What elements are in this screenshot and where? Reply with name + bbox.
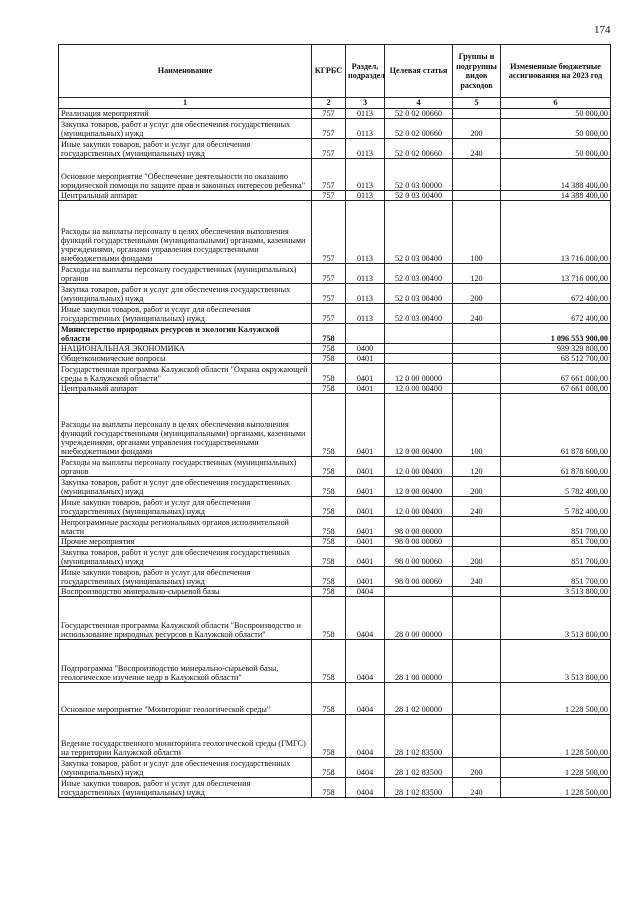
row-name-cell: Основное мероприятие "Мониторинг геологической среды" <box>59 682 312 714</box>
row-name-cell: Реализация мероприятий <box>59 108 312 118</box>
row-target-cell: 98 0 00 00060 <box>385 566 453 586</box>
row-group-cell <box>453 383 501 393</box>
row-target-cell: 28 1 02 83500 <box>385 777 453 797</box>
table-row <box>59 516 611 536</box>
row-amount-cell: 67 661 000,00 <box>501 383 611 393</box>
row-group-cell <box>453 536 501 546</box>
row-group-cell: 200 <box>453 118 501 138</box>
row-target-cell: 12 0 00 00400 <box>385 393 453 456</box>
row-target-cell <box>385 353 453 363</box>
row-name-cell: Непрограммные расходы региональных органов исполнительной власти <box>59 516 312 536</box>
row-target-cell: 52 0 02 00660 <box>385 108 453 118</box>
header-kgrbs: КГРБС <box>312 45 346 98</box>
header-section: Раздел, подраздел <box>346 45 385 98</box>
column-number: 5 <box>453 98 501 109</box>
row-target-cell <box>385 586 453 596</box>
row-kgrbs-cell: 758 <box>312 496 346 516</box>
table-row <box>59 596 611 639</box>
row-section-cell: 0404 <box>346 714 385 757</box>
row-target-cell: 52 0 02 00660 <box>385 138 453 158</box>
header-amount: Измененные бюджетные ассигнования на 2023 год <box>501 45 611 98</box>
row-section-cell: 0404 <box>346 777 385 797</box>
row-kgrbs-cell: 758 <box>312 682 346 714</box>
row-section-cell: 0404 <box>346 639 385 682</box>
row-amount-cell: 939 329 800,00 <box>501 343 611 353</box>
table-row <box>59 353 611 363</box>
row-group-cell <box>453 363 501 383</box>
row-section-cell: 0401 <box>346 496 385 516</box>
row-section-cell: 0113 <box>346 200 385 263</box>
row-group-cell: 120 <box>453 456 501 476</box>
row-group-cell: 100 <box>453 200 501 263</box>
row-name-cell: Закупка товаров, работ и услуг для обеспечения государственных (муниципальных) нужд <box>59 476 312 496</box>
row-kgrbs-cell: 758 <box>312 536 346 546</box>
row-name-cell: Закупка товаров, работ и услуг для обеспечения государственных (муниципальных) нужд <box>59 283 312 303</box>
row-kgrbs-cell: 758 <box>312 383 346 393</box>
row-section-cell: 0401 <box>346 516 385 536</box>
page-number: 174 <box>594 24 611 36</box>
table-row <box>59 456 611 476</box>
table-row <box>59 546 611 566</box>
row-section-cell: 0401 <box>346 393 385 456</box>
row-name-cell: НАЦИОНАЛЬНАЯ ЭКОНОМИКА <box>59 343 312 353</box>
table-row <box>59 476 611 496</box>
table-row <box>59 283 611 303</box>
row-target-cell: 28 1 02 00000 <box>385 682 453 714</box>
row-kgrbs-cell: 758 <box>312 363 346 383</box>
row-group-cell <box>453 516 501 536</box>
row-target-cell: 98 0 00 00000 <box>385 516 453 536</box>
row-amount-cell: 1 228 500,00 <box>501 714 611 757</box>
row-name-cell: Государственная программа Калужской области "Охрана окружающей среды в Калужской области" <box>59 363 312 383</box>
row-amount-cell: 1 228 500,00 <box>501 777 611 797</box>
row-amount-cell: 5 782 400,00 <box>501 476 611 496</box>
row-target-cell <box>385 323 453 343</box>
row-kgrbs-cell: 757 <box>312 190 346 200</box>
row-name-cell: Закупка товаров, работ и услуг для обеспечения государственных (муниципальных) нужд <box>59 546 312 566</box>
row-group-cell <box>453 190 501 200</box>
row-section-cell: 0401 <box>346 536 385 546</box>
row-group-cell: 200 <box>453 757 501 777</box>
row-name-cell: Расходы на выплаты персоналу в целях обеспечения выполнения функций государственными (муниципальными) органами, казенными учреждениями, органами управления государственными внебюджетными фондами <box>59 200 312 263</box>
column-number: 1 <box>59 98 312 109</box>
table-row <box>59 158 611 190</box>
row-section-cell <box>346 323 385 343</box>
row-kgrbs-cell: 758 <box>312 596 346 639</box>
row-group-cell: 200 <box>453 283 501 303</box>
row-group-cell <box>453 353 501 363</box>
row-amount-cell: 1 228 500,00 <box>501 682 611 714</box>
row-amount-cell: 851 700,00 <box>501 566 611 586</box>
row-target-cell: 52 0 03 00400 <box>385 303 453 323</box>
table-row <box>59 190 611 200</box>
table-row <box>59 263 611 283</box>
row-target-cell: 28 1 00 00000 <box>385 639 453 682</box>
row-name-cell: Министерство природных ресурсов и экологии Калужской области <box>59 323 312 343</box>
table-row <box>59 343 611 353</box>
row-group-cell: 100 <box>453 393 501 456</box>
table-row <box>59 118 611 138</box>
row-amount-cell: 3 513 800,00 <box>501 586 611 596</box>
row-section-cell: 0113 <box>346 158 385 190</box>
row-kgrbs-cell: 758 <box>312 714 346 757</box>
header-target: Целевая статья <box>385 45 453 98</box>
row-amount-cell: 672 400,00 <box>501 303 611 323</box>
row-kgrbs-cell: 758 <box>312 353 346 363</box>
row-kgrbs-cell: 757 <box>312 263 346 283</box>
row-kgrbs-cell: 758 <box>312 757 346 777</box>
row-kgrbs-cell: 757 <box>312 200 346 263</box>
row-section-cell: 0401 <box>346 363 385 383</box>
table-row <box>59 714 611 757</box>
row-name-cell: Расходы на выплаты персоналу государственных (муниципальных) органов <box>59 456 312 476</box>
table-row <box>59 108 611 118</box>
row-name-cell: Иные закупки товаров, работ и услуг для обеспечения государственных (муниципальных) нужд <box>59 566 312 586</box>
table-row <box>59 323 611 343</box>
row-target-cell: 52 0 02 00660 <box>385 118 453 138</box>
row-kgrbs-cell: 758 <box>312 586 346 596</box>
row-name-cell: Подпрограмма "Воспроизводство минерально-сырьевой базы, геологическое изучение недр в Калужской области" <box>59 639 312 682</box>
row-kgrbs-cell: 758 <box>312 476 346 496</box>
row-name-cell: Расходы на выплаты персоналу государственных (муниципальных) органов <box>59 263 312 283</box>
row-name-cell: Основное мероприятие "Обеспечение деятельности по оказанию юридической помощи по защите прав и законных интересов ребенка" <box>59 158 312 190</box>
table-row <box>59 757 611 777</box>
table-row <box>59 138 611 158</box>
row-section-cell: 0401 <box>346 383 385 393</box>
row-kgrbs-cell: 757 <box>312 158 346 190</box>
row-amount-cell: 1 228 500,00 <box>501 757 611 777</box>
row-target-cell: 52 0 03 00400 <box>385 200 453 263</box>
row-name-cell: Иные закупки товаров, работ и услуг для обеспечения государственных (муниципальных) нужд <box>59 496 312 516</box>
row-section-cell: 0113 <box>346 190 385 200</box>
column-number: 4 <box>385 98 453 109</box>
row-amount-cell: 13 716 000,00 <box>501 200 611 263</box>
row-target-cell: 12 0 00 00400 <box>385 476 453 496</box>
row-kgrbs-cell: 758 <box>312 516 346 536</box>
table-row <box>59 393 611 456</box>
table-row <box>59 586 611 596</box>
row-kgrbs-cell: 758 <box>312 546 346 566</box>
row-section-cell: 0404 <box>346 757 385 777</box>
row-target-cell: 12 0 00 00000 <box>385 363 453 383</box>
row-group-cell <box>453 714 501 757</box>
row-target-cell: 52 0 03 00000 <box>385 158 453 190</box>
row-group-cell: 240 <box>453 566 501 586</box>
header-groups: Группы и подгруппы видов расходов <box>453 45 501 98</box>
row-section-cell: 0404 <box>346 596 385 639</box>
row-group-cell <box>453 108 501 118</box>
row-kgrbs-cell: 758 <box>312 639 346 682</box>
row-section-cell: 0401 <box>346 566 385 586</box>
row-section-cell: 0401 <box>346 476 385 496</box>
row-kgrbs-cell: 757 <box>312 138 346 158</box>
row-amount-cell: 851 700,00 <box>501 536 611 546</box>
row-name-cell: Иные закупки товаров, работ и услуг для обеспечения государственных (муниципальных) нужд <box>59 138 312 158</box>
row-amount-cell: 5 782 400,00 <box>501 496 611 516</box>
row-kgrbs-cell: 758 <box>312 343 346 353</box>
row-amount-cell: 3 513 800,00 <box>501 639 611 682</box>
row-section-cell: 0400 <box>346 343 385 353</box>
table-row <box>59 200 611 263</box>
row-name-cell: Иные закупки товаров, работ и услуг для обеспечения государственных (муниципальных) нужд <box>59 303 312 323</box>
table-row <box>59 383 611 393</box>
row-name-cell: Центральный аппарат <box>59 383 312 393</box>
row-group-cell: 240 <box>453 496 501 516</box>
row-group-cell <box>453 586 501 596</box>
row-section-cell: 0113 <box>346 263 385 283</box>
budget-table <box>58 44 611 798</box>
row-section-cell: 0113 <box>346 283 385 303</box>
row-name-cell: Общеэкономические вопросы <box>59 353 312 363</box>
row-target-cell: 98 0 00 00060 <box>385 536 453 546</box>
row-group-cell <box>453 682 501 714</box>
row-amount-cell: 851 700,00 <box>501 546 611 566</box>
row-amount-cell: 50 000,00 <box>501 138 611 158</box>
row-amount-cell: 13 716 000,00 <box>501 263 611 283</box>
row-group-cell: 200 <box>453 546 501 566</box>
row-name-cell: Расходы на выплаты персоналу в целях обеспечения выполнения функций государственными (муниципальными) органами, казенными учреждениями, органами управления государственными внебюджетными фондами <box>59 393 312 456</box>
row-section-cell: 0113 <box>346 108 385 118</box>
table-header-row <box>59 45 611 98</box>
row-group-cell <box>453 158 501 190</box>
row-name-cell: Ведение государственного мониторинга геологической среды (ГМГС) на территории Калужской области <box>59 714 312 757</box>
row-group-cell <box>453 639 501 682</box>
row-kgrbs-cell: 757 <box>312 118 346 138</box>
row-section-cell: 0401 <box>346 546 385 566</box>
row-target-cell: 12 0 00 00400 <box>385 456 453 476</box>
row-target-cell: 52 0 03 00400 <box>385 263 453 283</box>
row-target-cell <box>385 343 453 353</box>
row-group-cell: 240 <box>453 138 501 158</box>
column-number: 3 <box>346 98 385 109</box>
table-row <box>59 496 611 516</box>
row-section-cell: 0401 <box>346 353 385 363</box>
row-target-cell: 28 1 02 83500 <box>385 757 453 777</box>
column-number: 2 <box>312 98 346 109</box>
row-amount-cell: 50 000,00 <box>501 108 611 118</box>
row-kgrbs-cell: 757 <box>312 108 346 118</box>
row-amount-cell: 50 000,00 <box>501 118 611 138</box>
row-amount-cell: 68 512 700,00 <box>501 353 611 363</box>
row-name-cell: Прочие мероприятия <box>59 536 312 546</box>
row-group-cell: 120 <box>453 263 501 283</box>
row-name-cell: Центральный аппарат <box>59 190 312 200</box>
row-amount-cell: 672 400,00 <box>501 283 611 303</box>
row-group-cell <box>453 323 501 343</box>
row-target-cell: 12 0 00 00400 <box>385 383 453 393</box>
table-row <box>59 639 611 682</box>
row-amount-cell: 61 878 600,00 <box>501 393 611 456</box>
row-kgrbs-cell: 758 <box>312 456 346 476</box>
row-section-cell: 0401 <box>346 456 385 476</box>
table-row <box>59 303 611 323</box>
table-row <box>59 566 611 586</box>
row-name-cell: Закупка товаров, работ и услуг для обеспечения государственных (муниципальных) нужд <box>59 118 312 138</box>
table-row <box>59 363 611 383</box>
row-name-cell: Закупка товаров, работ и услуг для обеспечения государственных (муниципальных) нужд <box>59 757 312 777</box>
row-amount-cell: 3 513 800,00 <box>501 596 611 639</box>
row-section-cell: 0113 <box>346 138 385 158</box>
row-target-cell: 28 0 00 00000 <box>385 596 453 639</box>
row-amount-cell: 14 388 400,00 <box>501 158 611 190</box>
row-amount-cell: 61 878 600,00 <box>501 456 611 476</box>
row-group-cell: 240 <box>453 777 501 797</box>
column-number-row <box>59 98 611 109</box>
row-section-cell: 0113 <box>346 118 385 138</box>
row-target-cell: 28 1 02 83500 <box>385 714 453 757</box>
row-amount-cell: 851 700,00 <box>501 516 611 536</box>
row-name-cell: Иные закупки товаров, работ и услуг для обеспечения государственных (муниципальных) нужд <box>59 777 312 797</box>
row-target-cell: 52 0 03 00400 <box>385 283 453 303</box>
row-section-cell: 0113 <box>346 303 385 323</box>
row-group-cell <box>453 343 501 353</box>
row-section-cell: 0404 <box>346 586 385 596</box>
row-group-cell: 240 <box>453 303 501 323</box>
column-number: 6 <box>501 98 611 109</box>
row-kgrbs-cell: 758 <box>312 393 346 456</box>
row-name-cell: Воспроизводство минерально-сырьевой базы <box>59 586 312 596</box>
row-target-cell: 12 0 00 00400 <box>385 496 453 516</box>
table-row <box>59 682 611 714</box>
row-kgrbs-cell: 758 <box>312 566 346 586</box>
table-body <box>59 108 611 797</box>
table-row <box>59 777 611 797</box>
header-name: Наименование <box>59 45 312 98</box>
row-amount-cell: 14 388 400,00 <box>501 190 611 200</box>
row-group-cell <box>453 596 501 639</box>
row-kgrbs-cell: 757 <box>312 303 346 323</box>
row-kgrbs-cell: 758 <box>312 777 346 797</box>
row-amount-cell: 67 661 000,00 <box>501 363 611 383</box>
row-target-cell: 98 0 00 00060 <box>385 546 453 566</box>
row-name-cell: Государственная программа Калужской области "Воспроизводство и использование природных ресурсов в Калужской области" <box>59 596 312 639</box>
row-kgrbs-cell: 757 <box>312 283 346 303</box>
row-target-cell: 52 0 03 00400 <box>385 190 453 200</box>
row-kgrbs-cell: 758 <box>312 323 346 343</box>
row-group-cell: 200 <box>453 476 501 496</box>
row-section-cell: 0404 <box>346 682 385 714</box>
row-amount-cell: 1 096 553 900,00 <box>501 323 611 343</box>
table-row <box>59 536 611 546</box>
